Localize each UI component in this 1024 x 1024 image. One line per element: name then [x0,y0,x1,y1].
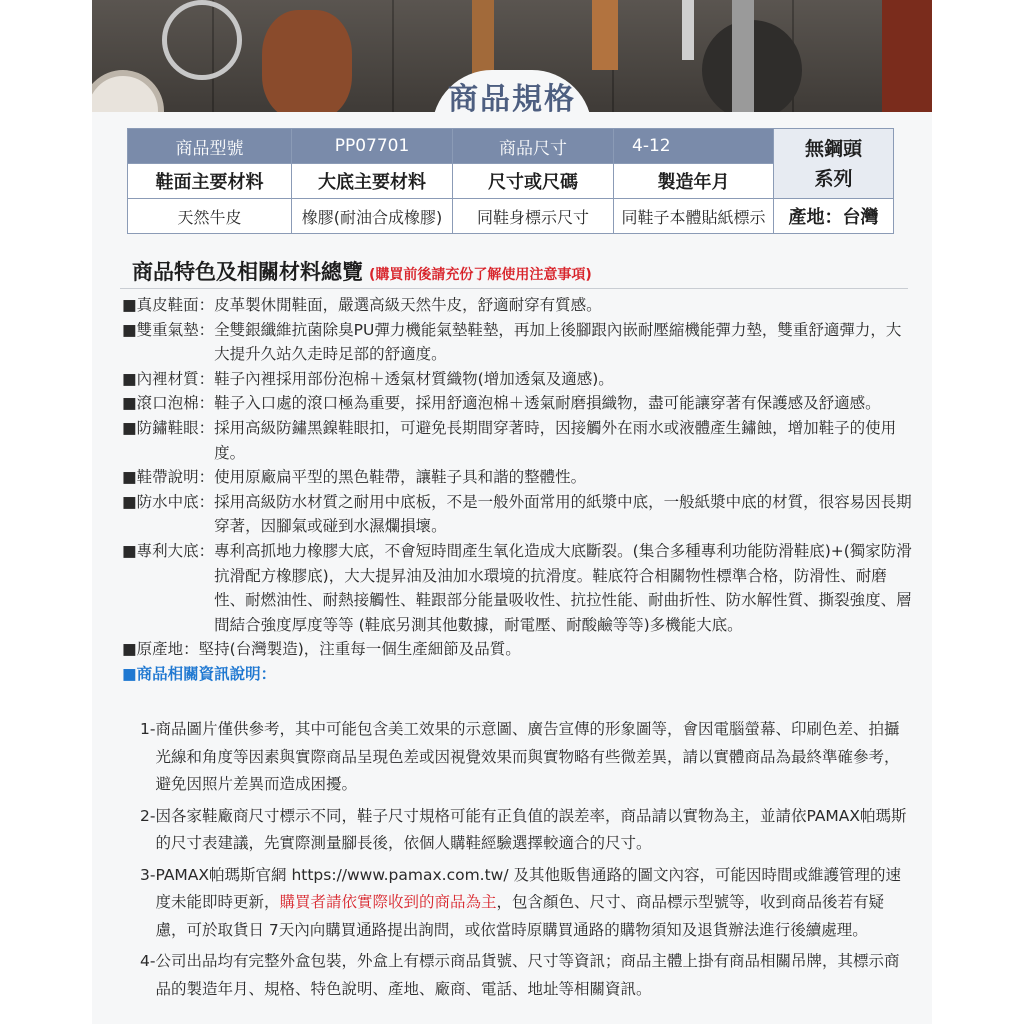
upper-material-label: 鞋面主要材料 [128,164,292,199]
page-title: 商品規格 [448,82,576,117]
info-item [140,716,910,799]
section-title [132,256,592,286]
feature-label: ■防水中底： [122,492,215,511]
feature-text: 堅持(台灣製造)，注重每一個生產細節及品質。 [198,640,521,659]
info-title: ■商品相關資訊說明： [122,664,277,683]
origin-value: 產地：台灣 [774,199,894,234]
feature-list [122,293,912,687]
feature-label: ■原產地： [122,640,199,659]
feature-item [122,637,912,662]
info-text: 公司出品均有完整外盒包裝，外盒上有標示商品貨號、尺寸等資訊；商品主體上掛有商品相關吊牌，其標示商品的製造年月、規格、特色說明、產地、廠商、電話、地址等相關資訊。 [155,952,900,998]
info-number: 3- [140,865,156,884]
info-text [155,862,910,945]
feature-text: 專利高抓地力橡膠大底，不會短時間產生氧化造成大底斷裂。(集合多種專利功能防滑鞋底)+(獨家防滑抗滑配方橡膠底)，大大提昇油及油加水環境的抗滑度。鞋底符合相關物性標準合格，防滑性、耐磨性、耐燃油性、耐熱接觸性、鞋跟部分能量吸收性、抗拉性能、耐曲折性、防水解性質、撕裂強度、層間結合強度厚度等等 (鞋底另測其他數據，耐電壓、耐酸鹼等等)多機能大底。 [214,541,912,634]
size-label: 商品尺寸 [453,129,614,164]
thread-spool-icon [92,70,164,112]
info-text: 商品圖片僅供參考，其中可能包含美工效果的示意圖、廣告宣傳的形象圖等，會因電腦螢幕、印刷色差、拍攝光線和角度等因素與實際商品呈現色差或因視覺效果而與實物略有些微差異，請以實體商品為最終準確參考，避免因照片差異而造成困擾。 [155,720,900,793]
feature-item [122,391,912,416]
upper-material-value: 天然牛皮 [128,199,292,234]
size-value: 4-12 [614,129,774,164]
pliers-icon [882,0,932,112]
feature-label: ■防鏽鞋眼： [122,418,215,437]
spec-table [127,128,894,234]
fit-label: 尺寸或尺碼 [453,164,614,199]
info-item [140,803,910,858]
feature-label: ■內裡材質： [122,369,215,388]
feature-item [122,416,912,465]
feature-item [122,465,912,490]
model-value: PP07701 [292,129,453,164]
sole-material-label: 大底主要材料 [292,164,453,199]
feature-text: 採用高級防水材質之耐用中底板，不是一般外面常用的紙漿中底，一般紙漿中底的材質，很容易因長期穿著，因腳氣或碰到水濕爛損壞。 [214,492,912,536]
section-title-text: 商品特色及相關材料總覽 [132,260,363,284]
sole-material-value: 橡膠(耐油合成橡膠) [292,199,453,234]
series-label: 無鋼頭 系列 [774,129,894,199]
info-number: 1- [140,720,156,738]
feature-label: ■鞋帶說明： [122,468,215,487]
model-label: 商品型號 [128,129,292,164]
feature-text: 鞋子內裡採用部份泡棉＋透氣材質織物(增加透氣及適感)。 [214,369,614,388]
feature-label: ■滾口泡棉： [122,394,215,413]
feature-label: ■真皮鞋面： [122,296,215,314]
date-value: 同鞋子本體貼紙標示 [614,199,774,234]
info-number: 4- [140,952,156,970]
feature-item [122,490,912,539]
feature-text: 使用原廠扁平型的黑色鞋帶，讓鞋子具和諧的整體性。 [214,468,587,487]
info-text-a: PAMAX帕瑪斯官網 https://www.pamax.com.tw/ 及其他販售通路的圖文內容，可能因時間或維護管理的速度未能即時更新， [155,865,902,911]
section-warning: (購買前後請充份了解使用注意事項) [369,267,592,283]
feature-text: 皮革製休閒鞋面，嚴選高級天然牛皮，舒適耐穿有質感。 [214,296,602,314]
feature-label: ■雙重氣墊： [122,320,215,339]
feature-item [122,539,912,637]
info-text-highlight: 購買者請依實際收到的商品為主 [279,893,497,911]
thread-spool-icon [262,10,352,112]
info-item [140,948,910,1003]
feature-text: 全雙銀纖維抗菌除臭PU彈力機能氣墊鞋墊，再加上後腳跟內嵌耐壓縮機能彈力墊，雙重舒適彈力，大大提升久站久走時足部的舒適度。 [214,320,902,364]
feature-item [122,367,912,392]
awl-icon [682,0,694,60]
feature-label: ■專利大底： [122,541,215,560]
date-label: 製造年月 [614,164,774,199]
feature-text: 採用高級防鏽黑鎳鞋眼扣，可避免長期間穿著時，因接觸外在雨水或液體產生鏽蝕，增加鞋子的使用度。 [214,418,897,462]
section-divider [120,288,908,289]
fit-value: 同鞋身標示尺寸 [453,199,614,234]
scissors-icon [162,0,242,80]
info-number: 2- [140,806,156,825]
feature-text: 鞋子入口處的滾口極為重要，採用舒適泡棉＋透氣耐磨損織物，盡可能讓穿著有保護感及舒適感。 [214,394,881,413]
feature-item [122,293,912,318]
info-item [140,862,910,945]
feature-item [122,318,912,367]
info-text: 因各家鞋廠商尺寸標示不同，鞋子尺寸規格可能有正負值的誤差率，商品請以實物為主，並請依PAMAX帕瑪斯的尺寸表建議，先實際測量腳長後，依個人購鞋經驗選擇較適合的尺寸。 [155,806,907,852]
info-list [140,716,910,1007]
stitching-chisel-icon [732,0,754,112]
knife-icon [592,0,618,70]
info-text-b: ，包含顏色、尺寸、商品標示型號等，收到商品後若有疑慮，可於取貨日 7天內向購買通路提出詢問，或依當時原購買通路的購物須知及退貨辦法進行後續處理。 [155,893,885,939]
